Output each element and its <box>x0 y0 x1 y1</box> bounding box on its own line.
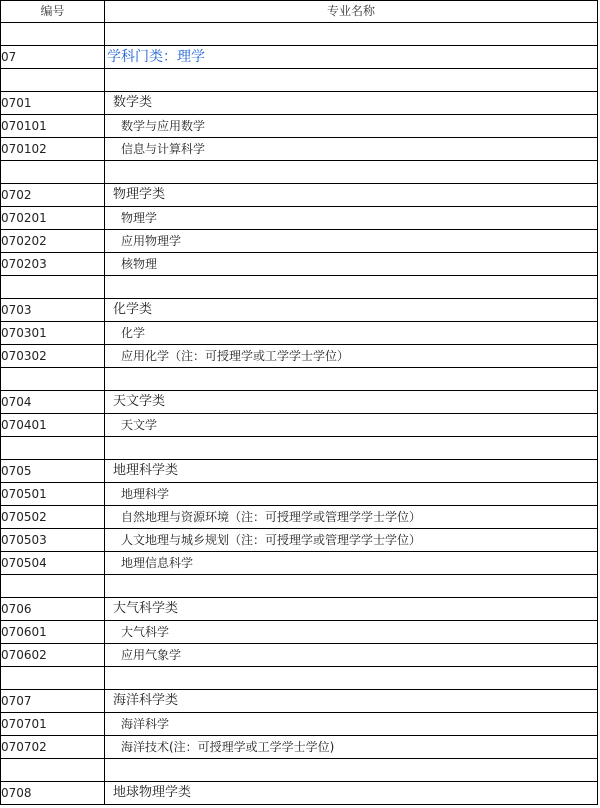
major-row <box>1 552 598 575</box>
major-name: 应用气象学 <box>105 644 598 667</box>
spacer-row <box>1 667 598 690</box>
spacer-row <box>1 276 598 299</box>
major-code: 070601 <box>1 621 105 644</box>
major-row <box>1 644 598 667</box>
major-row <box>1 736 598 759</box>
category-code: 0701 <box>1 92 105 115</box>
spacer-cell <box>105 161 598 184</box>
major-code: 070101 <box>1 115 105 138</box>
table-body <box>1 23 598 805</box>
category-row <box>1 598 598 621</box>
category-code: 0705 <box>1 460 105 483</box>
major-code: 070502 <box>1 506 105 529</box>
category-row <box>1 460 598 483</box>
category-name: 大气科学类 <box>105 598 598 621</box>
major-row <box>1 506 598 529</box>
major-row <box>1 322 598 345</box>
category-code: 0706 <box>1 598 105 621</box>
spacer-cell <box>105 276 598 299</box>
major-name: 应用化学（注：可授理学或工学学士学位） <box>105 345 598 368</box>
major-name: 物理学 <box>105 207 598 230</box>
major-code: 070201 <box>1 207 105 230</box>
spacer-row <box>1 575 598 598</box>
major-name: 数学与应用数学 <box>105 115 598 138</box>
spacer-row <box>1 437 598 460</box>
major-row <box>1 414 598 437</box>
header-row <box>1 1 598 23</box>
spacer-cell <box>105 23 598 46</box>
spacer-cell <box>1 437 105 460</box>
major-row <box>1 621 598 644</box>
discipline-name-link[interactable]: 学科门类：理学 <box>105 46 598 69</box>
major-code: 070401 <box>1 414 105 437</box>
category-code: 0704 <box>1 391 105 414</box>
major-code: 070602 <box>1 644 105 667</box>
major-name: 海洋技术(注：可授理学或工学学士学位) <box>105 736 598 759</box>
major-code: 070702 <box>1 736 105 759</box>
major-name: 自然地理与资源环境（注：可授理学或管理学学士学位） <box>105 506 598 529</box>
major-code: 070503 <box>1 529 105 552</box>
name-column-header: 专业名称 <box>105 1 598 23</box>
spacer-row <box>1 759 598 782</box>
category-row <box>1 299 598 322</box>
category-row <box>1 782 598 805</box>
category-name: 地理科学类 <box>105 460 598 483</box>
category-code: 0708 <box>1 782 105 805</box>
category-name: 天文学类 <box>105 391 598 414</box>
major-name: 海洋科学 <box>105 713 598 736</box>
category-name: 化学类 <box>105 299 598 322</box>
major-row <box>1 207 598 230</box>
category-name: 海洋科学类 <box>105 690 598 713</box>
category-code: 0702 <box>1 184 105 207</box>
major-row <box>1 713 598 736</box>
major-name: 大气科学 <box>105 621 598 644</box>
category-row <box>1 92 598 115</box>
spacer-cell <box>105 667 598 690</box>
major-row <box>1 345 598 368</box>
major-code: 070501 <box>1 483 105 506</box>
category-code: 0703 <box>1 299 105 322</box>
spacer-cell <box>1 667 105 690</box>
spacer-cell <box>1 575 105 598</box>
major-row <box>1 253 598 276</box>
major-row <box>1 138 598 161</box>
major-code: 070701 <box>1 713 105 736</box>
major-code: 070301 <box>1 322 105 345</box>
major-code: 070504 <box>1 552 105 575</box>
discipline-code: 07 <box>1 46 105 69</box>
major-name: 天文学 <box>105 414 598 437</box>
spacer-cell <box>1 23 105 46</box>
category-name: 数学类 <box>105 92 598 115</box>
spacer-row <box>1 23 598 46</box>
major-name: 核物理 <box>105 253 598 276</box>
category-row <box>1 391 598 414</box>
category-name: 地球物理学类 <box>105 782 598 805</box>
major-row <box>1 483 598 506</box>
spacer-row <box>1 368 598 391</box>
spacer-cell <box>105 368 598 391</box>
major-row <box>1 529 598 552</box>
spacer-cell <box>105 575 598 598</box>
major-name: 信息与计算科学 <box>105 138 598 161</box>
major-name: 人文地理与城乡规划（注：可授理学或管理学学士学位） <box>105 529 598 552</box>
major-code: 070302 <box>1 345 105 368</box>
spacer-cell <box>1 276 105 299</box>
spacer-cell <box>1 161 105 184</box>
category-row <box>1 690 598 713</box>
major-row <box>1 115 598 138</box>
major-row <box>1 230 598 253</box>
major-name: 应用物理学 <box>105 230 598 253</box>
major-name: 地理科学 <box>105 483 598 506</box>
spacer-cell <box>105 69 598 92</box>
major-code: 070203 <box>1 253 105 276</box>
major-code: 070202 <box>1 230 105 253</box>
spacer-cell <box>105 759 598 782</box>
spacer-row <box>1 69 598 92</box>
spacer-cell <box>105 437 598 460</box>
major-code: 070102 <box>1 138 105 161</box>
category-code: 0707 <box>1 690 105 713</box>
code-column-header: 编号 <box>1 1 105 23</box>
discipline-row <box>1 46 598 69</box>
spacer-cell <box>1 368 105 391</box>
category-name: 物理学类 <box>105 184 598 207</box>
spacer-cell <box>1 759 105 782</box>
spacer-cell <box>1 69 105 92</box>
category-row <box>1 184 598 207</box>
major-name: 化学 <box>105 322 598 345</box>
spacer-row <box>1 161 598 184</box>
major-name: 地理信息科学 <box>105 552 598 575</box>
